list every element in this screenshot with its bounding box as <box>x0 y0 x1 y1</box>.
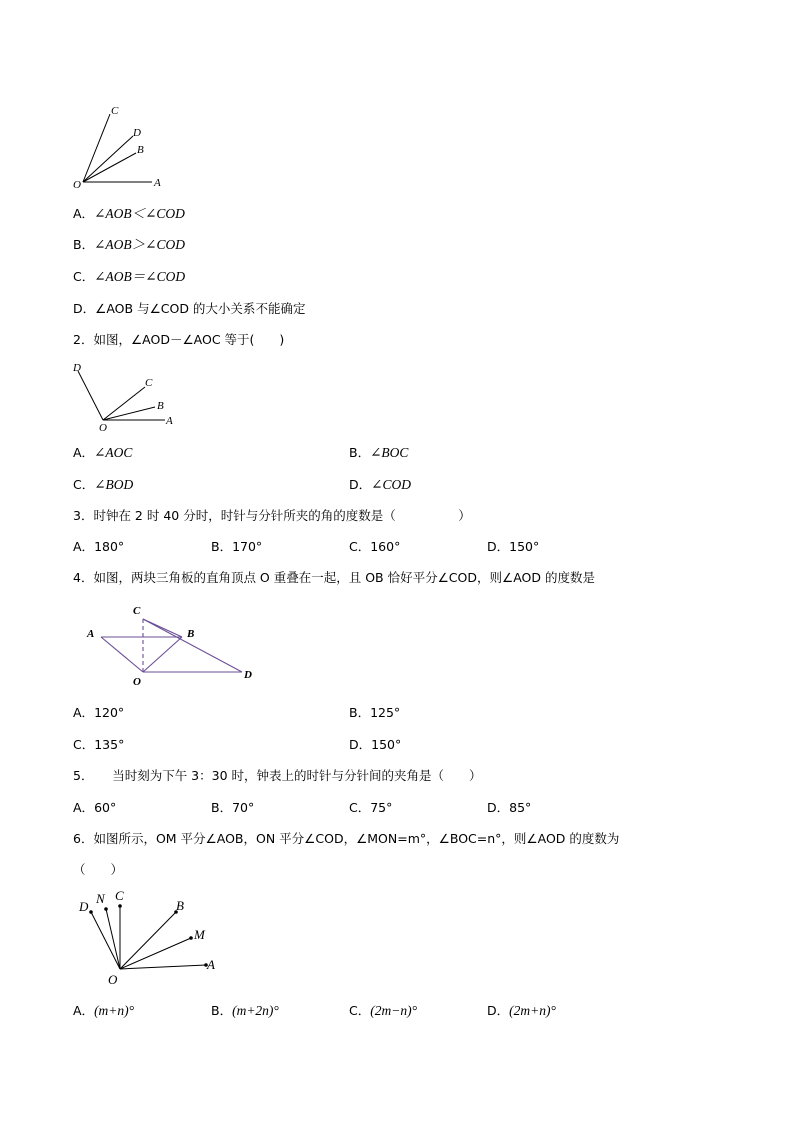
label-o: O <box>133 676 141 688</box>
q3-option-c: C．160° <box>349 539 401 554</box>
q5-option-a: A．60° <box>73 800 117 815</box>
q1-option-c: C．∠AOB＝∠COD <box>73 269 186 284</box>
q6-stem-continuation: （ ） <box>73 862 124 877</box>
label-a: A <box>154 177 161 189</box>
q6-stem: 6．如图所示，OM 平分∠AOB，ON 平分∠COD，∠MON=m°，∠BOC=n°，则∠AOD 的度数为 <box>73 831 620 846</box>
label-o: O <box>108 972 118 987</box>
label-b: B <box>187 628 195 640</box>
figure-q1-angles <box>70 100 180 195</box>
q6-option-b: B．(m+2n)° <box>211 1003 279 1018</box>
label-c: C <box>145 377 153 389</box>
label-a: A <box>166 415 173 427</box>
label-n: N <box>96 891 105 906</box>
label-c: C <box>115 888 124 903</box>
label-d: D <box>79 899 89 914</box>
label-o: O <box>99 422 107 432</box>
label-d: D <box>244 669 252 681</box>
label-b: B <box>176 898 184 913</box>
figure-q2-angles <box>68 360 183 432</box>
figure-q4-triangles <box>84 600 264 690</box>
label-d: D <box>73 362 81 374</box>
q4-option-b: B．125° <box>349 705 401 720</box>
q4-stem: 4．如图，两块三角板的直角顶点 O 重叠在一起，且 OB 恰好平分∠COD，则∠AOD 的度数是 <box>73 570 595 585</box>
q2-option-c: C．∠BOD <box>73 477 134 492</box>
q4-option-c: C．135° <box>73 737 125 752</box>
label-c: C <box>111 105 119 117</box>
q6-option-a: A．(m+n)° <box>73 1003 135 1018</box>
label-b: B <box>137 144 144 156</box>
q6-option-c: C．(2m−n)° <box>349 1003 417 1018</box>
q1-option-d: D．∠AOB 与∠COD 的大小关系不能确定 <box>73 301 306 316</box>
label-c: C <box>133 605 141 617</box>
q2-option-a: A．∠AOC <box>73 445 133 460</box>
q4-option-d: D．150° <box>349 737 402 752</box>
q1-option-b: B．∠AOB＞∠COD <box>73 237 185 252</box>
q2-option-d: D．∠COD <box>349 477 411 492</box>
q3-option-b: B．170° <box>211 539 263 554</box>
q2-stem: 2．如图，∠AOD－∠AOC 等于( ) <box>73 332 285 347</box>
q5-option-b: B．70° <box>211 800 255 815</box>
q3-stem: 3．时钟在 2 时 40 分时，时针与分针所夹的角的度数是（ ） <box>73 508 471 523</box>
q6-option-d: D．(2m+n)° <box>487 1003 556 1018</box>
label-a: A <box>87 628 95 640</box>
label-a: A <box>207 957 215 972</box>
q3-option-a: A．180° <box>73 539 125 554</box>
q5-option-c: C．75° <box>349 800 393 815</box>
label-m: M <box>194 927 205 942</box>
label-o: O <box>73 179 81 191</box>
figure-q6-angles <box>72 885 222 990</box>
q3-option-d: D．150° <box>487 539 540 554</box>
q1-option-a: A．∠AOB＜∠COD <box>73 206 185 221</box>
q5-stem: 5． 当时刻为下午 3：30 时，钟表上的时针与分针间的夹角是（ ） <box>73 768 482 783</box>
label-d: D <box>133 127 141 139</box>
q5-option-d: D．85° <box>487 800 532 815</box>
q2-option-b: B．∠BOC <box>349 445 409 460</box>
q4-option-a: A．120° <box>73 705 125 720</box>
label-b: B <box>157 400 164 412</box>
